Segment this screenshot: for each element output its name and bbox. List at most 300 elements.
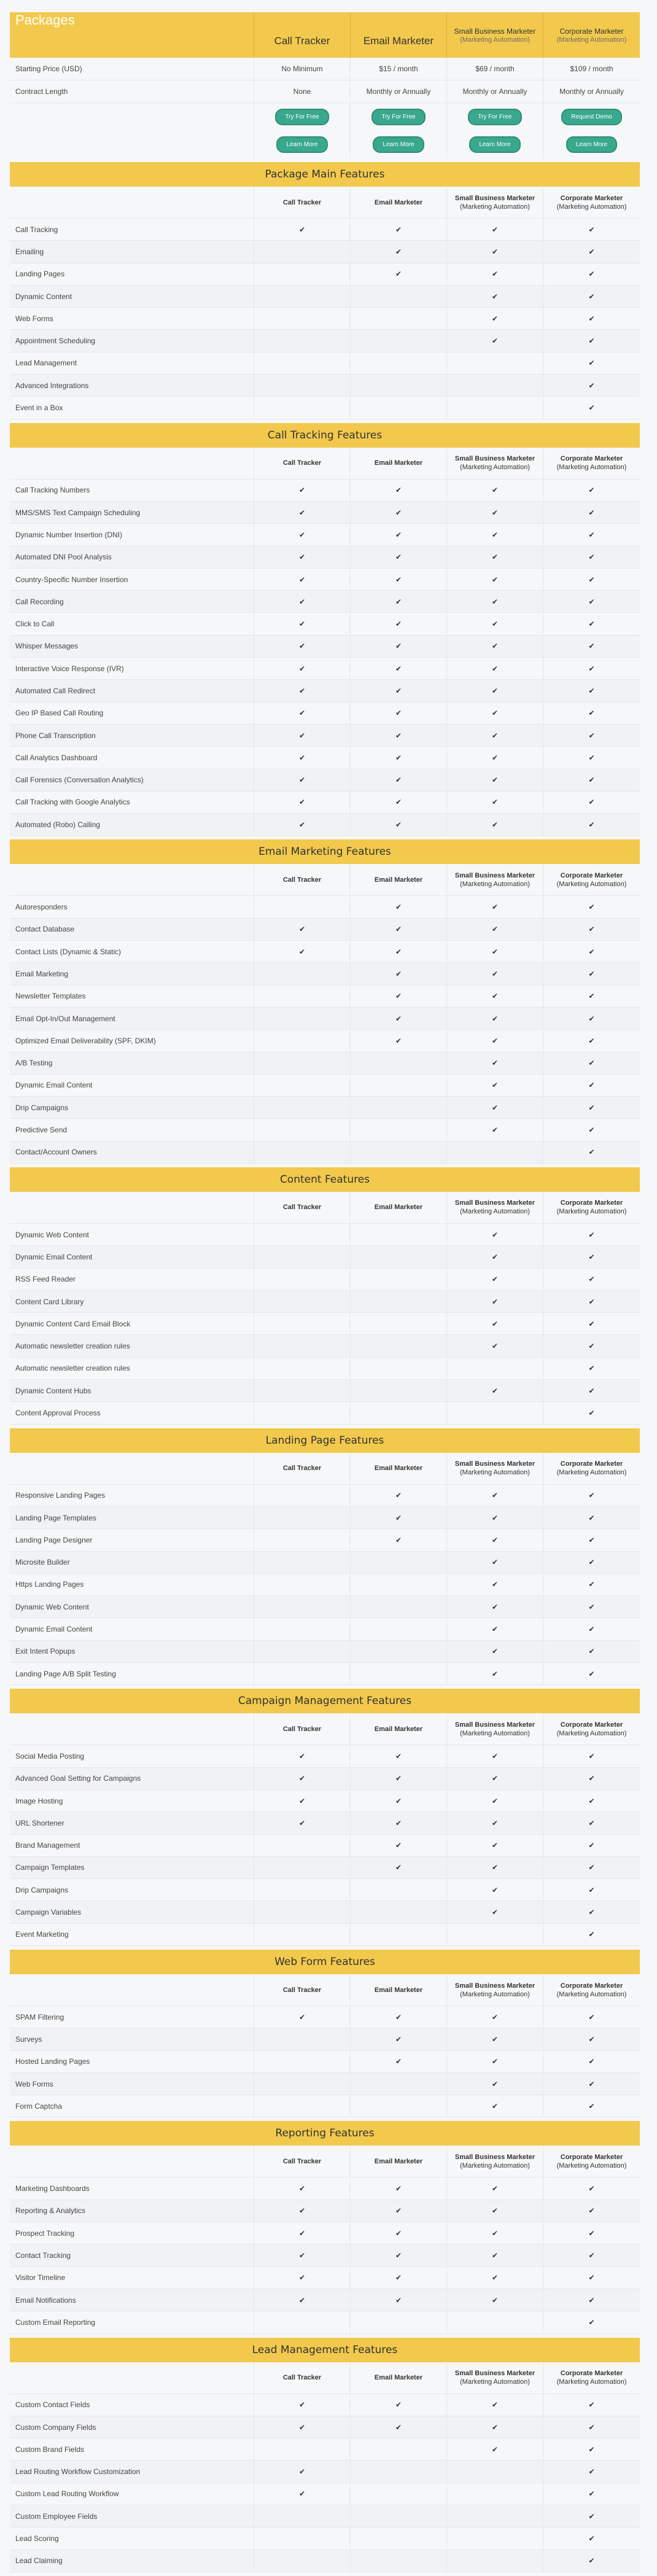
- column-header-small-business: [447, 2146, 543, 2177]
- checkmark-icon: ✔: [588, 1319, 595, 1328]
- feature-cell-email-marketer: [351, 1812, 447, 1834]
- checkmark-icon: ✔: [491, 1774, 499, 1783]
- checkmark-icon: ✔: [395, 620, 402, 629]
- feature-row: [10, 1291, 640, 1313]
- feature-cell-email-marketer: [351, 2244, 447, 2266]
- checkmark-icon: ✔: [491, 1580, 499, 1589]
- feature-cell-call-tracker: [254, 1596, 351, 1617]
- feature-cell-small-business: [447, 2073, 543, 2095]
- contract-value: Monthly or Annually: [351, 80, 447, 103]
- feature-cell-call-tracker: [254, 702, 351, 724]
- feature-name: MMS/SMS Text Campaign Scheduling: [10, 502, 254, 523]
- feature-row: [10, 241, 640, 263]
- section-title: Email Marketing Features: [10, 839, 640, 864]
- feature-name: Landing Page Designer: [10, 1529, 254, 1551]
- feature-cell-corporate: [543, 1246, 640, 1267]
- plan-header-email-marketer: [351, 12, 447, 58]
- feature-cell-email-marketer: [351, 502, 447, 523]
- checkmark-icon: ✔: [588, 2467, 595, 2477]
- feature-cell-corporate: [543, 725, 640, 746]
- feature-cell-small-business: [447, 569, 543, 590]
- feature-cell-call-tracker: [254, 2483, 351, 2505]
- feature-name: Campaign Variables: [10, 1901, 254, 1923]
- feature-cell-email-marketer: [351, 1053, 447, 1074]
- feature-cell-email-marketer: [351, 769, 447, 791]
- feature-cell-small-business: [447, 896, 543, 917]
- feature-cell-small-business: [447, 1768, 543, 1789]
- checkmark-icon: ✔: [588, 1148, 595, 1157]
- feature-name: Interactive Voice Response (IVR): [10, 658, 254, 679]
- feature-name: Contact Database: [10, 919, 254, 940]
- feature-row: [10, 769, 640, 792]
- feature-cell-corporate: [543, 2394, 640, 2416]
- feature-cell-corporate: [543, 591, 640, 612]
- feature-cell-corporate: [543, 397, 640, 418]
- feature-cell-corporate: [543, 2505, 640, 2527]
- try-for-free-button[interactable]: Try For Free: [468, 109, 521, 125]
- feature-cell-small-business: [447, 1641, 543, 1662]
- feature-cell-corporate: [543, 2177, 640, 2199]
- checkmark-icon: ✔: [298, 664, 306, 673]
- feature-cell-corporate: [543, 569, 640, 590]
- checkmark-icon: ✔: [491, 1103, 499, 1112]
- feature-name: Lead Routing Workflow Customization: [10, 2461, 254, 2482]
- feature-section: [10, 1950, 640, 2117]
- feature-cell-call-tracker: [254, 547, 351, 568]
- feature-cell-corporate: [543, 219, 640, 240]
- checkmark-icon: ✔: [588, 2534, 595, 2543]
- feature-row: [10, 2438, 640, 2461]
- feature-name: Content Card Library: [10, 1291, 254, 1312]
- feature-cell-email-marketer: [351, 1119, 447, 1140]
- feature-cell-call-tracker: [254, 1313, 351, 1334]
- feature-cell-call-tracker: [254, 1857, 351, 1878]
- feature-row: [10, 2222, 640, 2244]
- checkmark-icon: ✔: [491, 1319, 499, 1328]
- feature-cell-corporate: [543, 919, 640, 940]
- feature-name: Autoresponders: [10, 896, 254, 917]
- feature-cell-email-marketer: [351, 2177, 447, 2199]
- section-column-headers: [10, 2362, 640, 2394]
- plan-subtitle: (Marketing Automation): [556, 36, 627, 44]
- checkmark-icon: ✔: [588, 2079, 595, 2088]
- column-header-name: Small Business Marketer: [454, 1199, 535, 1207]
- feature-cell-corporate: [543, 1552, 640, 1573]
- feature-cell-corporate: [543, 1358, 640, 1379]
- section-title: Reporting Features: [10, 2121, 640, 2146]
- learn-more-button[interactable]: Learn More: [566, 136, 617, 153]
- column-header-email-marketer: [351, 864, 447, 895]
- feature-cell-email-marketer: [351, 1574, 447, 1595]
- learn-more-button[interactable]: Learn More: [373, 136, 424, 153]
- feature-cell-corporate: [543, 1574, 640, 1595]
- feature-rows: [10, 2006, 640, 2117]
- feature-row: [10, 814, 640, 836]
- checkmark-icon: ✔: [588, 1513, 595, 1522]
- feature-cell-small-business: [447, 2550, 543, 2572]
- feature-cell-small-business: [447, 1596, 543, 1617]
- feature-cell-corporate: [543, 2200, 640, 2222]
- feature-cell-small-business: [447, 1313, 543, 1334]
- column-header-name: Corporate Marketer: [560, 1982, 623, 1990]
- feature-section: [10, 423, 640, 836]
- feature-cell-corporate: [543, 1641, 640, 1662]
- feature-row: [10, 2028, 640, 2050]
- try-for-free-button[interactable]: Try For Free: [275, 109, 328, 125]
- column-header-corporate: [543, 1192, 640, 1223]
- feature-cell-email-marketer: [351, 1901, 447, 1923]
- feature-cell-small-business: [447, 2177, 543, 2199]
- column-header-subtitle: (Marketing Automation): [556, 203, 627, 211]
- checkmark-icon: ✔: [491, 247, 499, 256]
- feature-cell-email-marketer: [351, 2095, 447, 2117]
- column-header-name: Email Marketer: [374, 1986, 423, 1994]
- column-header-corporate: [543, 448, 640, 479]
- feature-cell-small-business: [447, 1053, 543, 1074]
- feature-cell-call-tracker: [254, 1142, 351, 1163]
- feature-name: Image Hosting: [10, 1790, 254, 1811]
- checkmark-icon: ✔: [491, 2228, 499, 2238]
- column-header-subtitle: (Marketing Automation): [460, 2162, 530, 2169]
- feature-cell-email-marketer: [351, 1596, 447, 1617]
- feature-cell-call-tracker: [254, 1879, 351, 1901]
- feature-name: Lead Claiming: [10, 2550, 254, 2572]
- column-header-small-business: [447, 187, 543, 218]
- feature-name: Click to Call: [10, 613, 254, 634]
- feature-cell-email-marketer: [351, 747, 447, 768]
- feature-name: Call Tracking with Google Analytics: [10, 792, 254, 813]
- feature-cell-corporate: [543, 680, 640, 701]
- feature-cell-call-tracker: [254, 1485, 351, 1506]
- column-header-small-business: [447, 1713, 543, 1745]
- feature-cell-email-marketer: [351, 480, 447, 501]
- section-title: Content Features: [10, 1167, 640, 1192]
- packages-label: Packages: [10, 12, 254, 58]
- feature-cell-small-business: [447, 375, 543, 396]
- feature-cell-email-marketer: [351, 591, 447, 612]
- checkmark-icon: ✔: [491, 731, 499, 740]
- feature-cell-corporate: [543, 241, 640, 262]
- feature-cell-corporate: [543, 263, 640, 285]
- feature-cell-email-marketer: [351, 2222, 447, 2244]
- feature-row: [10, 1574, 640, 1596]
- checkmark-icon: ✔: [491, 486, 499, 495]
- feature-cell-email-marketer: [351, 1097, 447, 1118]
- checkmark-icon: ✔: [298, 225, 306, 234]
- feature-name: Visitor Timeline: [10, 2267, 254, 2289]
- checkmark-icon: ✔: [395, 1796, 402, 1805]
- feature-name: Optimized Email Deliverability (SPF, DKIM): [10, 1030, 254, 1051]
- checkmark-icon: ✔: [491, 947, 499, 956]
- checkmark-icon: ✔: [491, 1081, 499, 1090]
- column-header-call-tracker: [254, 1974, 351, 2006]
- checkmark-icon: ✔: [491, 1751, 499, 1761]
- feature-cell-email-marketer: [351, 1075, 447, 1096]
- feature-cell-call-tracker: [254, 941, 351, 962]
- feature-cell-call-tracker: [254, 1663, 351, 1684]
- feature-cell-email-marketer: [351, 1745, 447, 1767]
- checkmark-icon: ✔: [298, 709, 306, 718]
- checkmark-icon: ✔: [491, 1513, 499, 1522]
- contract-value: Monthly or Annually: [447, 80, 543, 103]
- checkmark-icon: ✔: [588, 1669, 595, 1678]
- feature-cell-call-tracker: [254, 986, 351, 1007]
- checkmark-icon: ✔: [588, 709, 595, 718]
- feature-cell-call-tracker: [254, 1380, 351, 1401]
- checkmark-icon: ✔: [491, 1818, 499, 1827]
- feature-row: [10, 1596, 640, 1618]
- feature-cell-call-tracker: [254, 1618, 351, 1640]
- checkmark-icon: ✔: [588, 225, 595, 234]
- feature-cell-small-business: [447, 2095, 543, 2117]
- column-header-subtitle: (Marketing Automation): [556, 1208, 627, 1216]
- checkmark-icon: ✔: [395, 1014, 402, 1023]
- feature-cell-email-marketer: [351, 308, 447, 329]
- feature-cell-corporate: [543, 1835, 640, 1856]
- feature-section: [10, 2338, 640, 2572]
- feature-cell-call-tracker: [254, 1641, 351, 1662]
- feature-cell-small-business: [447, 2289, 543, 2311]
- feature-name: Dynamic Content Hubs: [10, 1380, 254, 1401]
- checkmark-icon: ✔: [588, 2512, 595, 2521]
- feature-cell-corporate: [543, 1313, 640, 1334]
- checkmark-icon: ✔: [588, 1297, 595, 1306]
- feature-name: Lead Scoring: [10, 2527, 254, 2549]
- feature-cell-corporate: [543, 1097, 640, 1118]
- section-title: Call Tracking Features: [10, 423, 640, 448]
- checkmark-icon: ✔: [395, 731, 402, 740]
- feature-cell-small-business: [447, 1812, 543, 1834]
- feature-row: [10, 219, 640, 241]
- feature-cell-small-business: [447, 2483, 543, 2505]
- checkmark-icon: ✔: [588, 969, 595, 978]
- plan-name: Corporate Marketer: [559, 26, 624, 36]
- checkmark-icon: ✔: [298, 947, 306, 956]
- checkmark-icon: ✔: [588, 992, 595, 1001]
- feature-cell-email-marketer: [351, 1358, 447, 1379]
- checkmark-icon: ✔: [588, 1885, 595, 1894]
- feature-name: Marketing Dashboards: [10, 2177, 254, 2199]
- feature-name: Email Opt-In/Out Management: [10, 1008, 254, 1029]
- feature-cell-corporate: [543, 1790, 640, 1811]
- checkmark-icon: ✔: [491, 925, 499, 934]
- feature-row: [10, 1857, 640, 1879]
- feature-cell-corporate: [543, 1075, 640, 1096]
- feature-row: [10, 1529, 640, 1551]
- checkmark-icon: ✔: [395, 2422, 402, 2432]
- checkmark-icon: ✔: [298, 820, 306, 829]
- feature-name: Automatic newsletter creation rules: [10, 1335, 254, 1356]
- feature-cell-call-tracker: [254, 2222, 351, 2244]
- checkmark-icon: ✔: [588, 1275, 595, 1284]
- feature-section: [10, 839, 640, 1164]
- checkmark-icon: ✔: [588, 1841, 595, 1850]
- feature-cell-small-business: [447, 1835, 543, 1856]
- feature-name: Call Tracking Numbers: [10, 480, 254, 501]
- feature-cell-call-tracker: [254, 1075, 351, 1096]
- feature-cell-email-marketer: [351, 1224, 447, 1245]
- feature-name: Call Recording: [10, 591, 254, 612]
- feature-row: [10, 1790, 640, 1812]
- feature-cell-corporate: [543, 352, 640, 374]
- feature-name: Campaign Templates: [10, 1857, 254, 1878]
- checkmark-icon: ✔: [395, 1751, 402, 1761]
- checkmark-icon: ✔: [395, 2012, 402, 2021]
- column-header-email-marketer: [351, 1713, 447, 1745]
- feature-cell-small-business: [447, 658, 543, 679]
- feature-cell-corporate: [543, 941, 640, 962]
- column-header-subtitle: (Marketing Automation): [460, 1990, 530, 1998]
- column-header-name: Corporate Marketer: [560, 871, 623, 879]
- checkmark-icon: ✔: [491, 2012, 499, 2021]
- checkmark-icon: ✔: [491, 1230, 499, 1239]
- checkmark-icon: ✔: [298, 1751, 306, 1761]
- feature-cell-corporate: [543, 747, 640, 768]
- checkmark-icon: ✔: [298, 1796, 306, 1805]
- feature-cell-call-tracker: [254, 352, 351, 374]
- column-header-name: Call Tracker: [282, 1725, 322, 1733]
- feature-cell-call-tracker: [254, 2244, 351, 2266]
- checkmark-icon: ✔: [491, 508, 499, 517]
- feature-cell-small-business: [447, 2267, 543, 2289]
- feature-cell-corporate: [543, 1768, 640, 1789]
- feature-cell-small-business: [447, 2051, 543, 2072]
- feature-cell-corporate: [543, 1030, 640, 1051]
- feature-cell-small-business: [447, 2416, 543, 2438]
- feature-cell-email-marketer: [351, 680, 447, 701]
- feature-cell-email-marketer: [351, 2006, 447, 2028]
- feature-cell-small-business: [447, 919, 543, 940]
- feature-cell-email-marketer: [351, 1663, 447, 1684]
- feature-cell-small-business: [447, 2505, 543, 2527]
- feature-row: [10, 2200, 640, 2222]
- checkmark-icon: ✔: [588, 2184, 595, 2193]
- checkmark-icon: ✔: [588, 314, 595, 323]
- checkmark-icon: ✔: [588, 925, 595, 934]
- feature-name: Lead Management: [10, 352, 254, 374]
- feature-cell-small-business: [447, 1402, 543, 1423]
- plan-header-corporate: [543, 12, 640, 58]
- feature-name: Social Media Posting: [10, 1745, 254, 1767]
- feature-cell-corporate: [543, 896, 640, 917]
- checkmark-icon: ✔: [491, 1059, 499, 1068]
- feature-cell-email-marketer: [351, 2527, 447, 2549]
- checkmark-icon: ✔: [395, 709, 402, 718]
- feature-cell-small-business: [447, 1380, 543, 1401]
- feature-cell-small-business: [447, 792, 543, 813]
- feature-row: [10, 330, 640, 352]
- column-header-name: Call Tracker: [282, 1986, 322, 1994]
- checkmark-icon: ✔: [298, 2273, 306, 2282]
- checkmark-icon: ✔: [395, 247, 402, 256]
- feature-row: [10, 1552, 640, 1574]
- feature-cell-call-tracker: [254, 2006, 351, 2028]
- column-header-small-business: [447, 864, 543, 895]
- column-header-subtitle: (Marketing Automation): [556, 1990, 627, 1998]
- feature-cell-call-tracker: [254, 308, 351, 329]
- checkmark-icon: ✔: [491, 798, 499, 807]
- feature-cell-corporate: [543, 1507, 640, 1528]
- feature-name: Dynamic Content Card Email Block: [10, 1313, 254, 1334]
- price-value: $15 / month: [351, 58, 447, 80]
- feature-cell-call-tracker: [254, 1335, 351, 1356]
- learn-more-button[interactable]: Learn More: [276, 136, 327, 153]
- feature-cell-email-marketer: [351, 524, 447, 545]
- feature-cell-corporate: [543, 1879, 640, 1901]
- column-header-corporate: [543, 2362, 640, 2394]
- feature-cell-email-marketer: [351, 1790, 447, 1811]
- column-header-name: Call Tracker: [282, 198, 322, 206]
- checkmark-icon: ✔: [395, 753, 402, 762]
- checkmark-icon: ✔: [588, 2489, 595, 2499]
- column-header-email-marketer: [351, 2362, 447, 2394]
- column-header-subtitle: (Marketing Automation): [556, 1729, 627, 1737]
- checkmark-icon: ✔: [395, 270, 402, 279]
- learn-more-button[interactable]: Learn More: [469, 136, 520, 153]
- checkmark-icon: ✔: [491, 620, 499, 629]
- feature-cell-small-business: [447, 1745, 543, 1767]
- feature-cell-small-business: [447, 2006, 543, 2028]
- feature-section: [10, 2121, 640, 2333]
- feature-name: Country-Specific Number Insertion: [10, 569, 254, 590]
- feature-cell-corporate: [543, 1053, 640, 1074]
- checkmark-icon: ✔: [588, 337, 595, 346]
- feature-cell-small-business: [447, 2461, 543, 2482]
- feature-cell-email-marketer: [351, 1291, 447, 1312]
- column-header-email-marketer: [351, 448, 447, 479]
- checkmark-icon: ✔: [395, 947, 402, 956]
- feature-row: [10, 480, 640, 502]
- checkmark-icon: ✔: [588, 1818, 595, 1827]
- checkmark-icon: ✔: [491, 1647, 499, 1656]
- feature-row: [10, 375, 640, 397]
- checkmark-icon: ✔: [298, 1774, 306, 1783]
- feature-cell-small-business: [447, 636, 543, 657]
- checkmark-icon: ✔: [395, 2273, 402, 2282]
- section-column-headers: [10, 187, 640, 219]
- feature-cell-call-tracker: [254, 963, 351, 984]
- try-for-free-button[interactable]: Try For Free: [371, 109, 425, 125]
- feature-row: [10, 2311, 640, 2333]
- column-header-name: Email Marketer: [374, 459, 423, 467]
- feature-cell-small-business: [447, 591, 543, 612]
- column-header-email-marketer: [351, 1974, 447, 2006]
- checkmark-icon: ✔: [491, 1669, 499, 1678]
- feature-name: Responsive Landing Pages: [10, 1485, 254, 1506]
- feature-name: Emailing: [10, 241, 254, 262]
- checkmark-icon: ✔: [491, 969, 499, 978]
- column-header-call-tracker: [254, 1453, 351, 1484]
- feature-cell-call-tracker: [254, 2267, 351, 2289]
- feature-cell-email-marketer: [351, 1552, 447, 1573]
- checkmark-icon: ✔: [491, 1863, 499, 1872]
- checkmark-icon: ✔: [588, 1081, 595, 1090]
- section-column-headers: [10, 1453, 640, 1485]
- checkmark-icon: ✔: [491, 1036, 499, 1045]
- feature-cell-email-marketer: [351, 2200, 447, 2222]
- feature-cell-email-marketer: [351, 1380, 447, 1401]
- feature-cell-corporate: [543, 2051, 640, 2072]
- checkmark-icon: ✔: [298, 2467, 306, 2477]
- feature-cell-call-tracker: [254, 524, 351, 545]
- checkmark-icon: ✔: [491, 664, 499, 673]
- checkmark-icon: ✔: [395, 1774, 402, 1783]
- feature-rows: [10, 1485, 640, 1686]
- request-demo-button[interactable]: Request Demo: [561, 109, 622, 125]
- feature-cell-small-business: [447, 1030, 543, 1051]
- checkmark-icon: ✔: [588, 530, 595, 539]
- column-header-email-marketer: [351, 2146, 447, 2177]
